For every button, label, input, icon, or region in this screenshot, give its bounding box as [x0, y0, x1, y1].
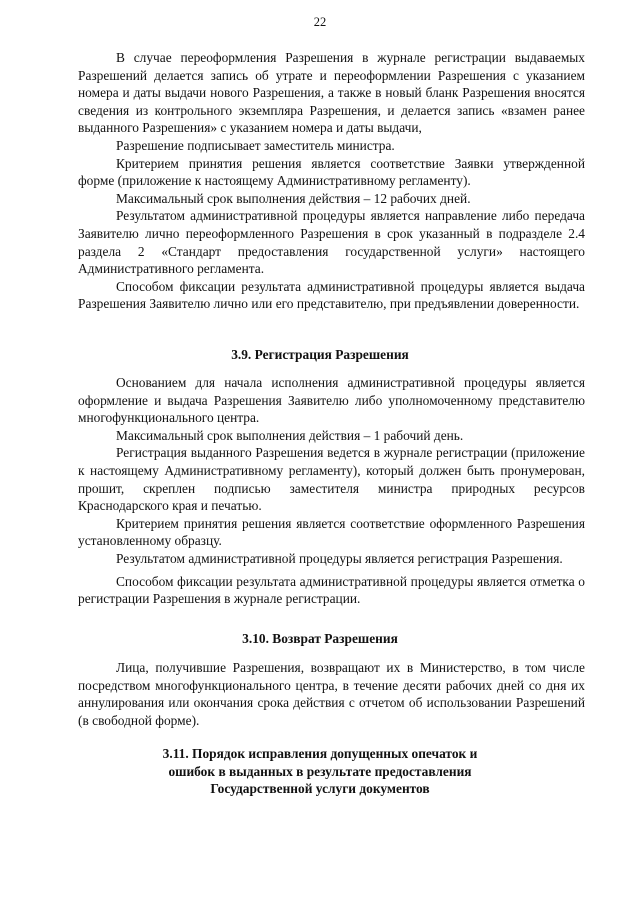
section-heading-3-9: 3.9. Регистрация Разрешения — [231, 347, 409, 362]
section-3-9-text-block — [78, 374, 585, 608]
paragraph: Способом фиксации результата административной процедуры является отметка о регистрации Разрешения в журнале регистрации. — [78, 573, 585, 607]
section-heading-3-11 — [0, 745, 640, 798]
heading-line: 3.11. Порядок исправления допущенных опечаток и — [162, 746, 478, 761]
paragraph: Критерием принятия решения является соответствие оформленного Разрешения установленному образцу. — [78, 515, 585, 549]
section-3-10-text-block — [78, 659, 585, 729]
paragraph: Лица, получившие Разрешения, возвращают их в Министерство, в том числе посредством многофункционального центра, в течение десяти рабочих дней со дня их аннулирования или окончания срока действия с отчетом об использовании Разрешений (в свободной форме). — [78, 660, 585, 728]
paragraph: Максимальный срок выполнения действия – 12 рабочих дней. — [116, 190, 471, 206]
section-heading-3-10: 3.10. Возврат Разрешения — [242, 631, 398, 646]
page-number: 22 — [313, 15, 327, 29]
paragraph: В случае переоформления Разрешения в журнале регистрации выдаваемых Разрешений делается запись об утрате и переоформлении Разрешения с указанием номера и даты выдачи нового Разрешения, а также в новый бланк Разрешения вносятся сведения из контрольного экземпляра Разрешения, и делается запись «взамен ранее выданного Разрешения» с указанием номера и даты выдачи, — [78, 50, 585, 136]
paragraph: Основанием для начала исполнения административной процедуры является оформление и выдача Разрешения Заявителю либо уполномоченному представителю многофункционального центра. — [78, 375, 585, 426]
paragraph: Способом фиксации результата административной процедуры является выдача Разрешения Заявителю лично или его представителю, при предъявлении доверенности. — [78, 278, 585, 312]
paragraph: Максимальный срок выполнения действия – 1 рабочий день. — [116, 427, 464, 443]
paragraph: Критерием принятия решения является соответствие Заявки утвержденной форме (приложение к настоящему Административному регламенту). — [78, 155, 585, 189]
paragraph: Результатом административной процедуры является направление либо передача Заявителю лично переоформленного Разрешения в срок указанный в подразделе 2.4 раздела 2 «Стандарт предоставления государственной услуги» настоящего Административного регламента. — [78, 208, 585, 277]
heading-line: Государственной услуги документов — [210, 781, 430, 797]
paragraph: Разрешение подписывает заместитель министра. — [116, 137, 395, 153]
paragraph: Регистрация выданного Разрешения ведется в журнале регистрации (приложение к настоящему Административному регламенту), который должен быть пронумерован, прошит, скреплен подписью заместителя министра природных ресурсов Краснодарского края и печатью. — [78, 445, 585, 514]
paragraph: Результатом административной процедуры является регистрация Разрешения. — [116, 550, 563, 566]
heading-line: ошибок в выданных в результате предоставления — [168, 763, 472, 779]
intro-text-block — [78, 49, 585, 313]
